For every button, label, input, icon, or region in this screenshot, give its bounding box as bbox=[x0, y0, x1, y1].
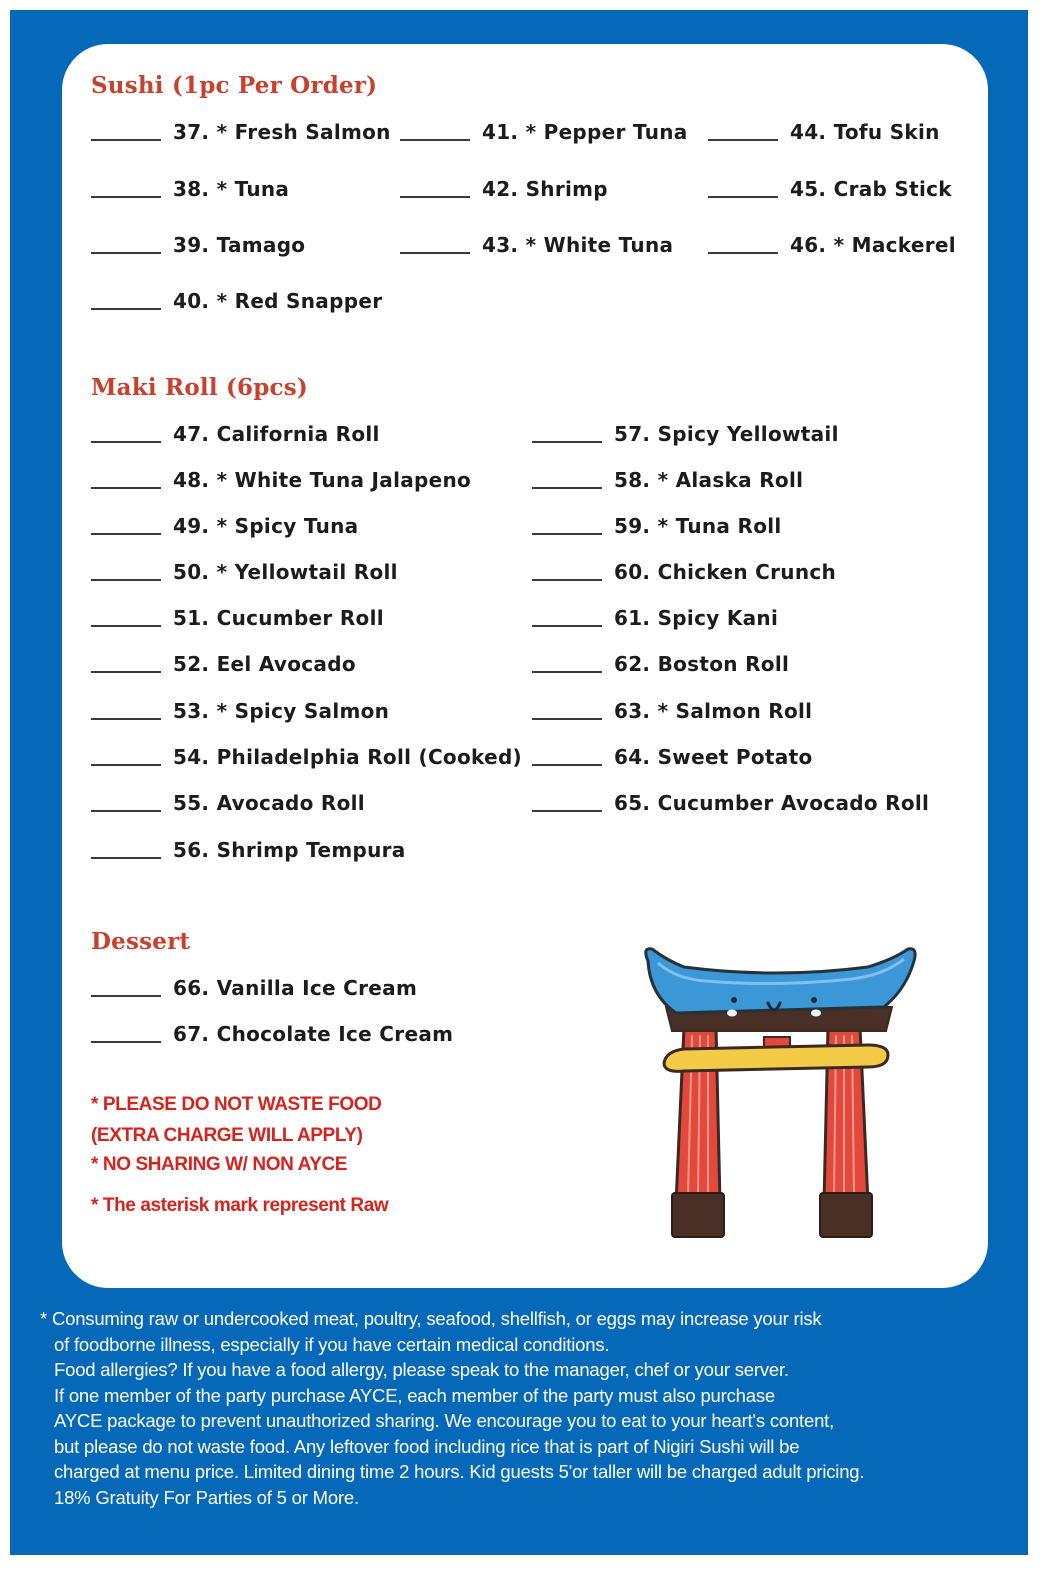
quantity-blank[interactable] bbox=[532, 441, 602, 443]
item-label: 62. Boston Roll bbox=[614, 652, 790, 676]
item-label: 65. Cucumber Avocado Roll bbox=[614, 791, 930, 815]
order-item-46[interactable] bbox=[708, 231, 956, 259]
order-item-59[interactable] bbox=[532, 512, 782, 540]
quantity-blank[interactable] bbox=[532, 671, 602, 673]
item-label: 59. * Tuna Roll bbox=[614, 514, 782, 538]
footer-line: 18% Gratuity For Parties of 5 or More. bbox=[54, 1486, 359, 1508]
order-item-52[interactable] bbox=[91, 650, 356, 678]
order-item-66[interactable] bbox=[91, 974, 417, 1002]
order-item-51[interactable] bbox=[91, 604, 384, 632]
order-item-53[interactable] bbox=[91, 697, 389, 725]
order-item-39[interactable] bbox=[91, 231, 305, 259]
footer-line: AYCE package to prevent unauthorized sharing. We encourage you to eat to your heart's content, bbox=[54, 1410, 835, 1431]
note-no-sharing: * NO SHARING W/ NON AYCE bbox=[91, 1154, 348, 1175]
item-label: 40. * Red Snapper bbox=[173, 289, 383, 313]
footer-line: Food allergies? If you have a food allergy, please speak to the manager, chef or your server. bbox=[54, 1359, 789, 1380]
quantity-blank[interactable] bbox=[532, 810, 602, 812]
order-item-42[interactable] bbox=[400, 175, 608, 203]
item-label: 51. Cucumber Roll bbox=[173, 606, 384, 630]
order-item-65[interactable] bbox=[532, 789, 929, 817]
quantity-blank[interactable] bbox=[91, 764, 161, 766]
item-label: 63. * Salmon Roll bbox=[614, 699, 813, 723]
item-label: 58. * Alaska Roll bbox=[614, 468, 804, 492]
quantity-blank[interactable] bbox=[91, 308, 161, 310]
quantity-blank[interactable] bbox=[532, 718, 602, 720]
quantity-blank[interactable] bbox=[708, 196, 778, 198]
item-label: 50. * Yellowtail Roll bbox=[173, 560, 398, 584]
quantity-blank[interactable] bbox=[532, 579, 602, 581]
footer-line: charged at menu price. Limited dining time 2 hours. Kid guests 5'or taller will be charged adult pricing. bbox=[54, 1461, 865, 1482]
quantity-blank[interactable] bbox=[91, 718, 161, 720]
quantity-blank[interactable] bbox=[400, 196, 470, 198]
maki-section-title: Maki Roll (6pcs) bbox=[91, 374, 308, 401]
quantity-blank[interactable] bbox=[400, 252, 470, 254]
quantity-blank[interactable] bbox=[532, 533, 602, 535]
quantity-blank[interactable] bbox=[91, 995, 161, 997]
item-label: 46. * Mackerel bbox=[790, 233, 956, 257]
quantity-blank[interactable] bbox=[91, 625, 161, 627]
sushi-section-title: Sushi (1pc Per Order) bbox=[91, 72, 378, 99]
item-label: 54. Philadelphia Roll (Cooked) bbox=[173, 745, 522, 769]
quantity-blank[interactable] bbox=[91, 810, 161, 812]
item-label: 43. * White Tuna bbox=[482, 233, 674, 257]
order-item-58[interactable] bbox=[532, 466, 803, 494]
quantity-blank[interactable] bbox=[708, 252, 778, 254]
note-extra-charge: (EXTRA CHARGE WILL APPLY) bbox=[91, 1125, 363, 1146]
item-label: 48. * White Tuna Jalapeno bbox=[173, 468, 472, 492]
item-label: 49. * Spicy Tuna bbox=[173, 514, 359, 538]
item-label: 53. * Spicy Salmon bbox=[173, 699, 390, 723]
quantity-blank[interactable] bbox=[532, 764, 602, 766]
quantity-blank[interactable] bbox=[91, 579, 161, 581]
order-item-67[interactable] bbox=[91, 1020, 453, 1048]
dessert-section-title: Dessert bbox=[91, 928, 191, 955]
quantity-blank[interactable] bbox=[91, 533, 161, 535]
order-item-61[interactable] bbox=[532, 604, 778, 632]
item-label: 67. Chocolate Ice Cream bbox=[173, 1022, 454, 1046]
order-item-45[interactable] bbox=[708, 175, 952, 203]
order-item-63[interactable] bbox=[532, 697, 812, 725]
footer-line: of foodborne illness, especially if you have certain medical conditions. bbox=[54, 1333, 610, 1355]
item-label: 66. Vanilla Ice Cream bbox=[173, 976, 418, 1000]
order-item-37[interactable] bbox=[91, 118, 391, 146]
order-item-44[interactable] bbox=[708, 118, 940, 146]
order-item-64[interactable] bbox=[532, 743, 812, 771]
quantity-blank[interactable] bbox=[91, 1041, 161, 1043]
footer-line: If one member of the party purchase AYCE, each member of the party must also purchase bbox=[54, 1384, 775, 1406]
quantity-blank[interactable] bbox=[91, 671, 161, 673]
quantity-blank[interactable] bbox=[91, 196, 161, 198]
quantity-blank[interactable] bbox=[532, 625, 602, 627]
item-label: 61. Spicy Kani bbox=[614, 606, 779, 630]
order-item-54[interactable] bbox=[91, 743, 522, 771]
order-item-41[interactable] bbox=[400, 118, 688, 146]
item-label: 57. Spicy Yellowtail bbox=[614, 422, 839, 446]
item-label: 55. Avocado Roll bbox=[173, 791, 365, 815]
note-no-waste: * PLEASE DO NOT WASTE FOOD bbox=[91, 1094, 382, 1115]
order-item-62[interactable] bbox=[532, 650, 789, 678]
order-item-38[interactable] bbox=[91, 175, 289, 203]
item-label: 41. * Pepper Tuna bbox=[482, 120, 688, 144]
quantity-blank[interactable] bbox=[91, 857, 161, 859]
item-label: 45. Crab Stick bbox=[790, 177, 952, 201]
order-item-47[interactable] bbox=[91, 420, 380, 448]
quantity-blank[interactable] bbox=[532, 487, 602, 489]
item-label: 38. * Tuna bbox=[173, 177, 290, 201]
order-item-56[interactable] bbox=[91, 836, 406, 864]
footer-line: * Consuming raw or undercooked meat, poultry, seafood, shellfish, or eggs may increase your risk bbox=[40, 1308, 822, 1329]
item-label: 39. Tamago bbox=[173, 233, 306, 257]
item-label: 37. * Fresh Salmon bbox=[173, 120, 391, 144]
item-label: 44. Tofu Skin bbox=[790, 120, 940, 144]
footer-line: but please do not waste food. Any leftover food including rice that is part of Nigiri Sushi will be bbox=[54, 1435, 800, 1457]
order-item-49[interactable] bbox=[91, 512, 358, 540]
quantity-blank[interactable] bbox=[91, 441, 161, 443]
quantity-blank[interactable] bbox=[91, 487, 161, 489]
torii-gate-icon bbox=[636, 945, 921, 1245]
item-label: 52. Eel Avocado bbox=[173, 652, 356, 676]
item-label: 64. Sweet Potato bbox=[614, 745, 813, 769]
order-item-40[interactable] bbox=[91, 287, 382, 315]
item-label: 47. California Roll bbox=[173, 422, 380, 446]
order-item-57[interactable] bbox=[532, 420, 839, 448]
order-item-50[interactable] bbox=[91, 558, 398, 586]
item-label: 42. Shrimp bbox=[482, 177, 608, 201]
quantity-blank[interactable] bbox=[708, 139, 778, 141]
footer-disclaimer bbox=[40, 1306, 1020, 1510]
quantity-blank[interactable] bbox=[400, 139, 470, 141]
order-item-60[interactable] bbox=[532, 558, 836, 586]
order-item-43[interactable] bbox=[400, 231, 673, 259]
item-label: 56. Shrimp Tempura bbox=[173, 838, 406, 862]
order-item-48[interactable] bbox=[91, 466, 471, 494]
item-label: 60. Chicken Crunch bbox=[614, 560, 837, 584]
quantity-blank[interactable] bbox=[91, 139, 161, 141]
note-asterisk-raw: * The asterisk mark represent Raw bbox=[91, 1195, 389, 1216]
quantity-blank[interactable] bbox=[91, 252, 161, 254]
order-item-55[interactable] bbox=[91, 789, 365, 817]
